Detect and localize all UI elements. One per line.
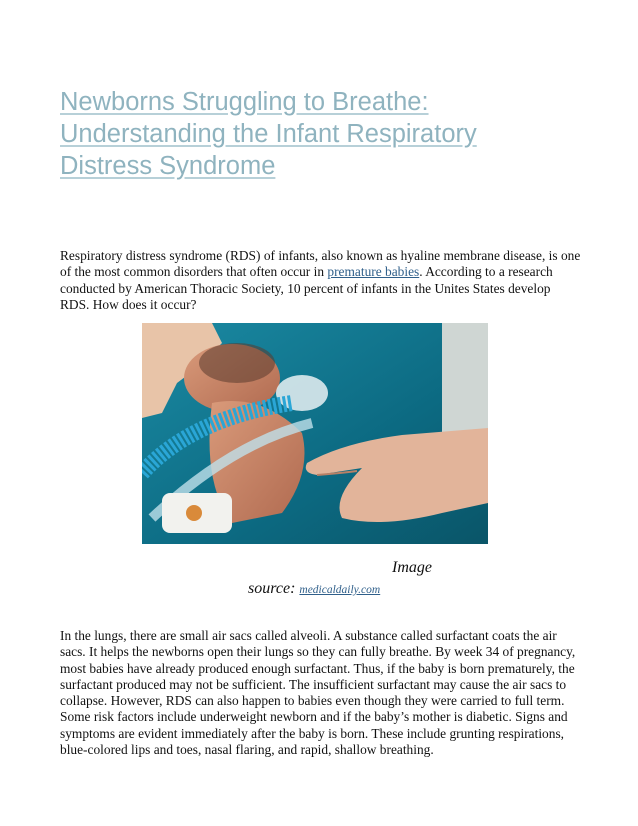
image-caption-word: Image	[392, 559, 432, 576]
newborn-ventilator-photo	[142, 323, 488, 544]
intro-text-end: . According to a research conducted by American Thoracic Society, 10 percent of infants in the Unites States develop RDS. How does it occur?	[60, 264, 553, 312]
image-source-line	[248, 580, 380, 598]
photo-illustration	[142, 323, 488, 544]
image-source-label: source:	[248, 580, 296, 597]
image-source-link[interactable]: medicaldaily.com	[299, 584, 381, 596]
intro-text-start: Respiratory distress syndrome (RDS) of infants, also known as hyaline membrane disease, is one of the most common disorders that often occur in	[60, 248, 581, 280]
body-paragraph: In the lungs, there are small air sacs called alveoli. A substance called surfactant coats the air sacs. It helps the newborns open their lungs so they can fully breathe. By week 34 of pregnancy, most babies have already produced enough surfactant. Thus, if the baby is born prematurely, the surfactant produced may not be sufficient. The insufficient surfactant may cause the air sacs to collapse. However, RDS can also happen to babies even though they were carried to full term. Some risk factors include underweight newborn and if the baby’s mother is diabetic. Signs and symptoms are evident immediately after the baby is born. These include grunting respirations, blue-colored lips and toes, nasal flaring, and rapid, shallow breathing.	[60, 628, 576, 758]
article-title	[60, 86, 530, 182]
intro-paragraph	[60, 248, 582, 313]
premature-babies-link[interactable]: premature babies	[327, 264, 420, 280]
article-title-link[interactable]: Newborns Struggling to Breathe: Understanding the Infant Respiratory Distress Syndrome	[60, 88, 477, 180]
